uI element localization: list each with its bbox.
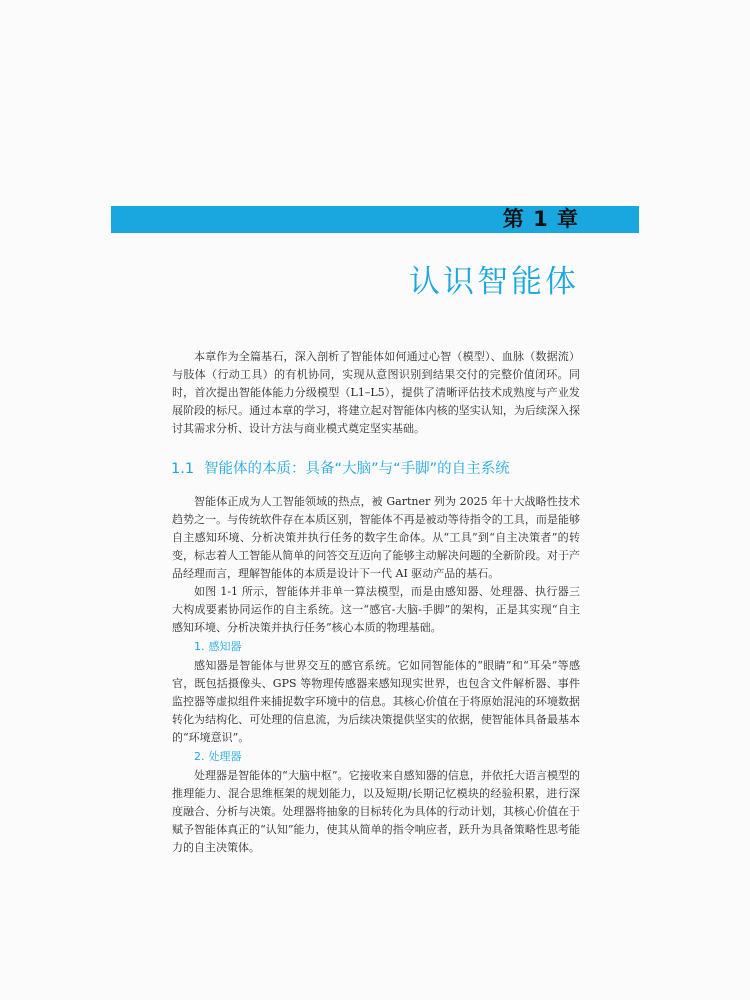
chapter-title: 认识智能体 — [409, 264, 579, 300]
section-number: 1.1 — [171, 461, 195, 477]
section-title: 智能体的本质：具备“大脑”与“手脚”的自主系统 — [204, 461, 510, 477]
subsection-title: 处理器 — [208, 750, 242, 763]
subsection-title: 感知器 — [208, 640, 242, 653]
chapter-intro: 本章作为全篇基石，深入剖析了智能体如何通过心智（模型）、血脉（数据流）与肢体（行动工具）的有机协同，实现从意图识别到结果交付的完整价值闭环。同时，首次提出智能体能力分级模型（L1–L5），提供了清晰评估技术成熟度与产业发展阶段的标尺。通过本章的学习，将建立起对智能体内核的坚实认知，为后续深入探讨其需求分析、设计方法与商业模式奠定坚实基础。 — [172, 350, 580, 435]
page-body — [172, 348, 580, 857]
subsection-number: 2. — [194, 750, 205, 763]
paragraph: 如图 1-1 所示，智能体并非单一算法模型，而是由感知器、处理器、执行器三大构成要素协同运作的自主系统。这一“感官-大脑-手脚”的架构，正是其实现“自主感知环境、分析决策并执行任务”核心本质的物理基础。 — [172, 585, 580, 634]
chapter-number: 第 1 章 — [502, 207, 579, 231]
subsection-heading — [194, 639, 580, 655]
chapter-banner — [111, 206, 639, 233]
paragraph: 感知器是智能体与世界交互的感官系统。它如同智能体的“眼睛”和“耳朵”等感官，既包括摄像头、GPS 等物理传感器来感知现实世界，也包含文件解析器、事件监控器等虚拟组件来捕捉数字环境中的信息。其核心价值在于将原始混沌的环境数据转化为结构化、可处理的信息流，为后续决策提供坚实的依据，使智能体具备最基本的“环境意识”。 — [172, 659, 580, 744]
subsection-heading — [194, 749, 580, 765]
subsection-number: 1. — [194, 640, 205, 653]
section-heading — [171, 458, 580, 480]
paragraph: 智能体正成为人工智能领域的热点，被 Gartner 列为 2025 年十大战略性技术趋势之一。与传统软件存在本质区别，智能体不再是被动等待指令的工具，而是能够自主感知环境、分析决策并执行任务的数字生命体。从“工具”到“自主决策者”的转变，标志着人工智能从简单的问答交互迈向了能够主动解决问题的全新阶段。对于产品经理而言，理解智能体的本质是设计下一代 AI 驱动产品的基石。 — [172, 495, 580, 580]
paragraph: 处理器是智能体的“大脑中枢”。它接收来自感知器的信息，并依托大语言模型的推理能力、混合思维框架的规划能力，以及短期/长期记忆模块的经验积累，进行深度融合、分析与决策。处理器将抽象的目标转化为具体的行动计划，其核心价值在于赋予智能体真正的“认知”能力，使其从简单的指令响应者，跃升为具备策略性思考能力的自主决策体。 — [172, 769, 580, 854]
